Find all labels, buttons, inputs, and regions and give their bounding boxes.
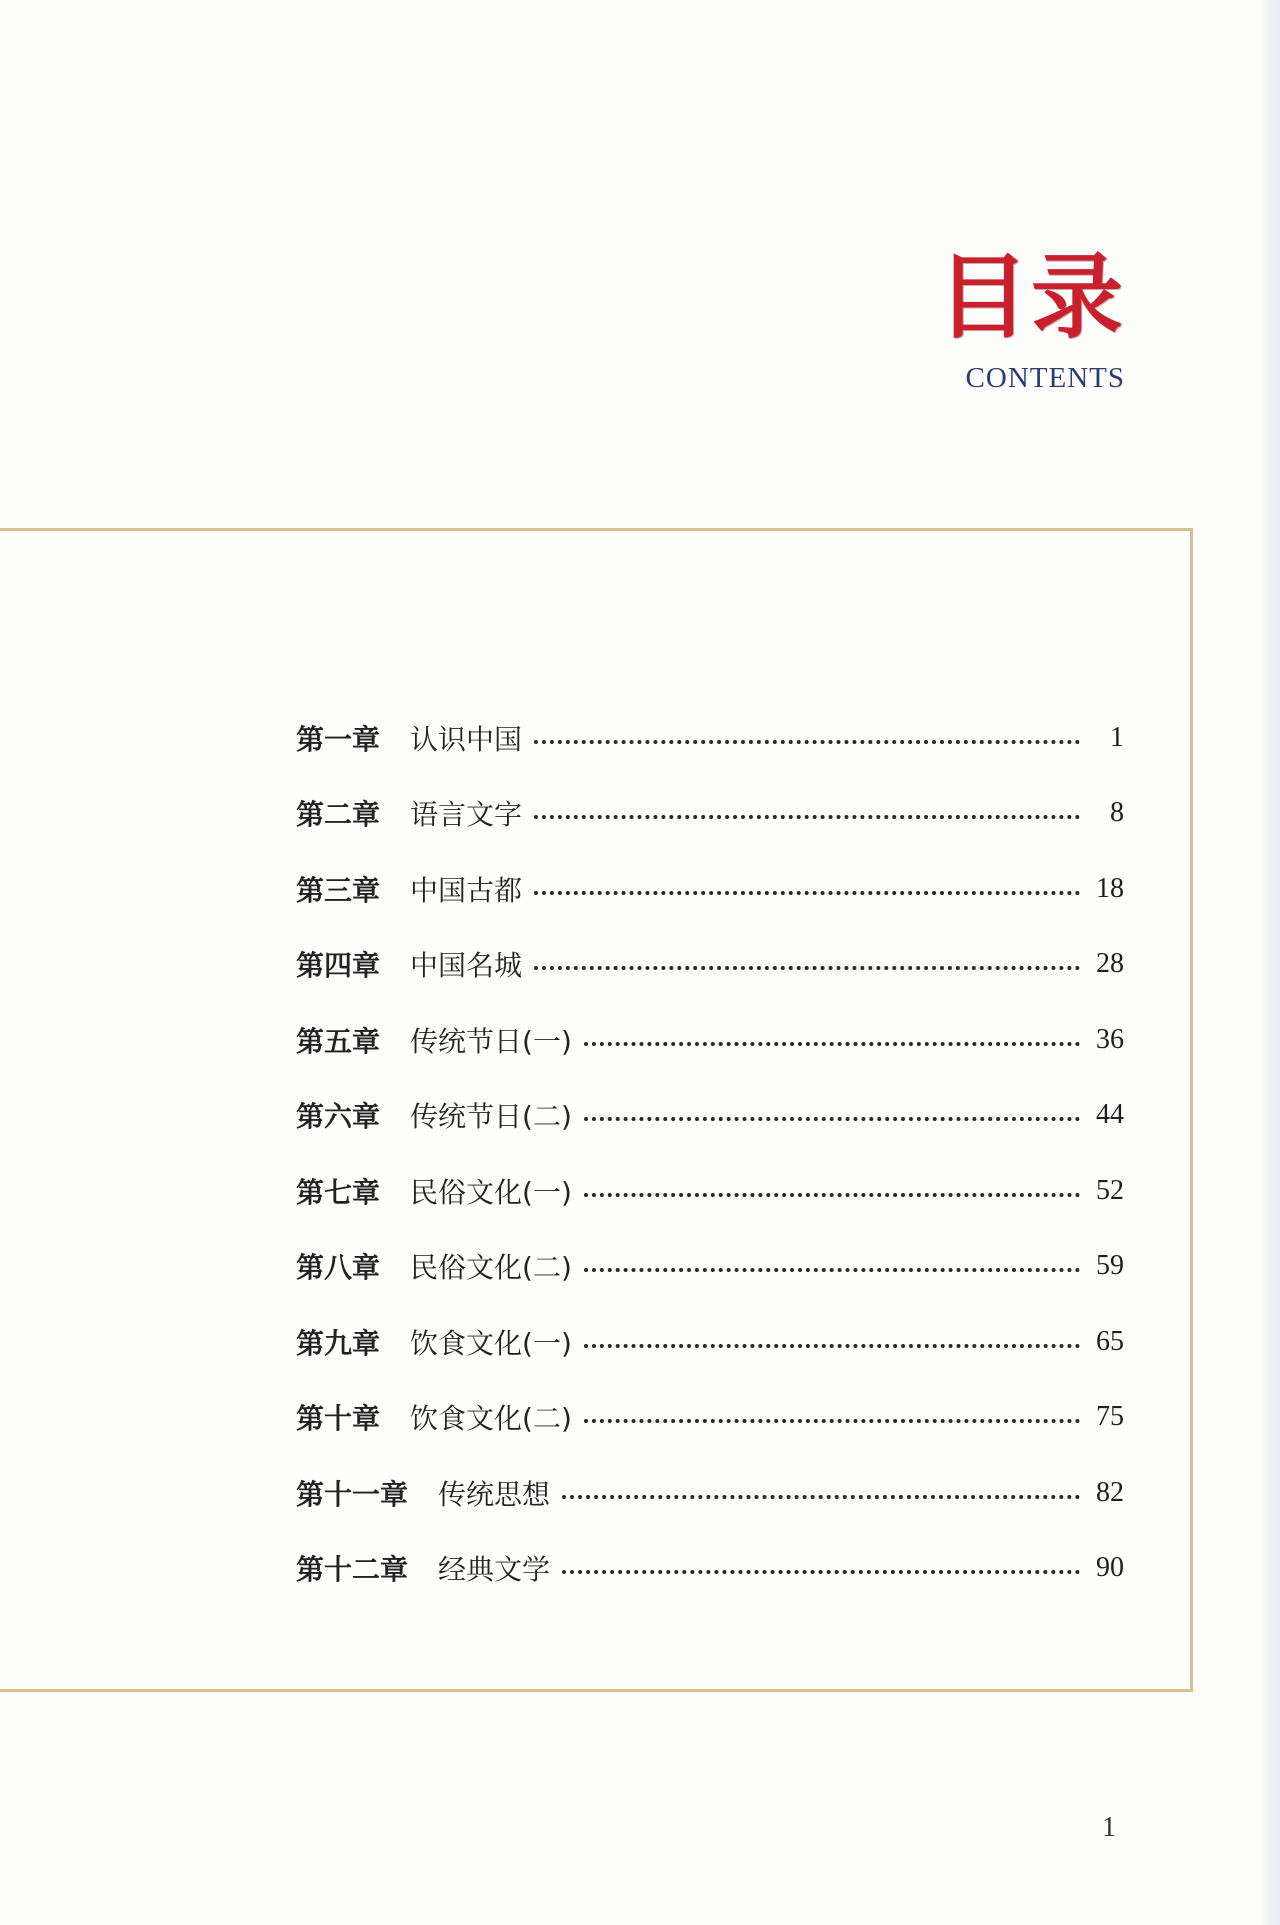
chapter-title: 经典文学 — [438, 1553, 551, 1587]
chapter-label: 第十二章 — [296, 1553, 409, 1587]
dot-leader — [584, 1117, 1080, 1121]
chapter-label: 第八章 — [296, 1251, 381, 1285]
toc-entry-8[interactable] — [296, 1229, 1124, 1305]
chapter-label: 第十一章 — [296, 1477, 409, 1511]
toc-entry-12[interactable] — [296, 1531, 1124, 1607]
chapter-label: 第四章 — [296, 949, 381, 983]
toc-entry-9[interactable] — [296, 1304, 1124, 1380]
toc-header — [936, 244, 1125, 395]
chapter-title: 传统思想 — [438, 1477, 551, 1511]
table-of-contents — [296, 700, 1124, 1606]
page-number: 82 — [1096, 1476, 1124, 1508]
page-number: 1 — [1110, 721, 1124, 753]
dot-leader — [584, 1268, 1080, 1272]
dot-leader — [562, 1495, 1080, 1499]
chapter-label: 第六章 — [296, 1100, 381, 1134]
chapter-title: 民俗文化(二) — [410, 1251, 572, 1285]
dot-leader — [534, 815, 1080, 819]
chapter-title: 饮食文化(二) — [410, 1402, 572, 1436]
chapter-title: 中国名城 — [410, 949, 523, 983]
toc-entry-7[interactable] — [296, 1153, 1124, 1229]
chapter-title: 认识中国 — [410, 722, 523, 756]
dot-leader — [534, 740, 1080, 744]
chapter-label: 第五章 — [296, 1024, 381, 1058]
toc-entry-3[interactable] — [296, 851, 1124, 927]
chapter-title: 民俗文化(一) — [410, 1175, 572, 1209]
page-number: 8 — [1110, 797, 1124, 829]
page-subtitle: CONTENTS — [965, 362, 1125, 394]
chapter-label: 第十章 — [296, 1402, 381, 1436]
dot-leader — [584, 1419, 1080, 1423]
page-number: 28 — [1096, 948, 1124, 980]
page-number: 90 — [1096, 1552, 1124, 1584]
page-number: 18 — [1096, 872, 1124, 904]
chapter-label: 第一章 — [296, 722, 381, 756]
chapter-title: 语言文字 — [410, 798, 523, 832]
chapter-label: 第三章 — [296, 873, 381, 907]
dot-leader — [584, 1042, 1080, 1046]
toc-entry-4[interactable] — [296, 927, 1124, 1003]
chapter-title: 中国古都 — [410, 873, 523, 907]
page-edge-shadow — [1258, 0, 1280, 1925]
page-folio: 1 — [1102, 1812, 1116, 1843]
page-number: 52 — [1096, 1174, 1124, 1206]
dot-leader — [534, 966, 1080, 970]
page-number: 59 — [1096, 1250, 1124, 1282]
toc-entry-11[interactable] — [296, 1455, 1124, 1531]
chapter-title: 传统节日(一) — [410, 1024, 572, 1058]
dot-leader — [584, 1193, 1080, 1197]
toc-entry-2[interactable] — [296, 776, 1124, 852]
dot-leader — [562, 1570, 1080, 1574]
chapter-label: 第二章 — [296, 798, 381, 832]
chapter-label: 第七章 — [296, 1175, 381, 1209]
toc-entry-10[interactable] — [296, 1380, 1124, 1456]
page-number: 65 — [1096, 1325, 1124, 1357]
toc-entry-1[interactable] — [296, 700, 1124, 776]
chapter-title: 传统节日(二) — [410, 1100, 572, 1134]
page-number: 75 — [1096, 1401, 1124, 1433]
dot-leader — [534, 891, 1080, 895]
dot-leader — [584, 1344, 1080, 1348]
toc-entry-6[interactable] — [296, 1078, 1124, 1154]
page-title: 目录 — [936, 244, 1125, 351]
toc-entry-5[interactable] — [296, 1002, 1124, 1078]
chapter-label: 第九章 — [296, 1326, 381, 1360]
page-number: 44 — [1096, 1099, 1124, 1131]
page-number: 36 — [1096, 1023, 1124, 1055]
chapter-title: 饮食文化(一) — [410, 1326, 572, 1360]
